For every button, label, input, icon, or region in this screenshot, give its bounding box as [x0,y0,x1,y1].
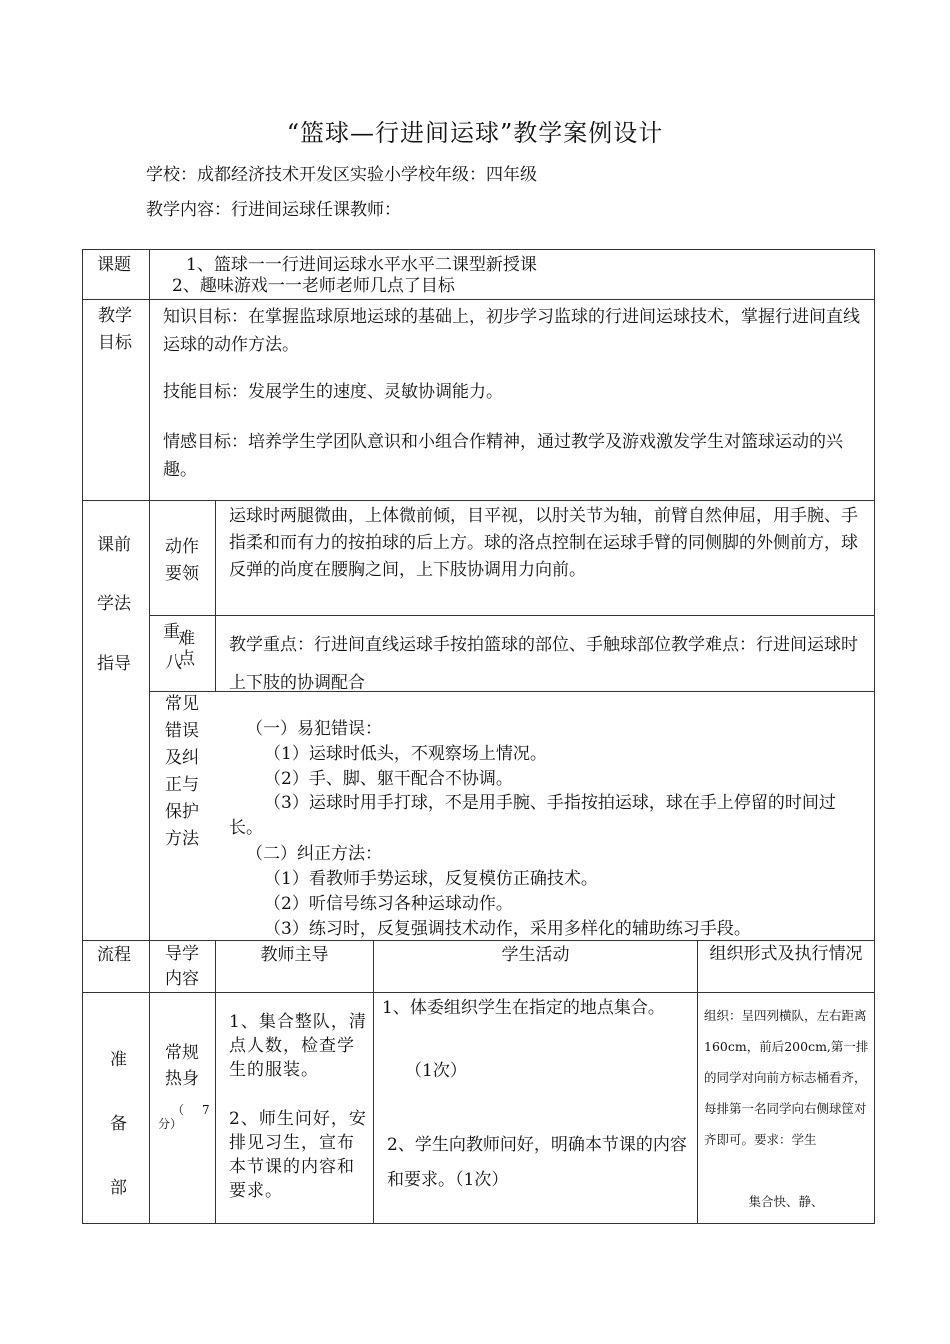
header-guide: 导学内容 [165,944,199,989]
errors-item: （2）手、脚、躯干配合不协调。 [264,769,513,789]
school-line: 学校：成都经济技术开发区实验小学校年级：四年级 [146,165,537,185]
content-line: 教学内容：行进间运球任课教师： [146,200,401,220]
emotion-goal: 情感目标：培养学生学团队意识和小组合作精神，通过教学及游戏激发学生对篮球运动的兴趣。 [163,432,843,480]
topic-line-2: 2、趣味游戏一一老师老师几点了目标 [172,276,455,296]
topic-line-1: 1、篮球一一行进间运球水平水平二课型新授课 [186,255,537,275]
prep-time-open: （ [172,1103,185,1117]
goals-label: 教学目标 [98,306,132,353]
key-text: 教学重点：行进间直线运球手按拍篮球的部位、手触球部位教学难点：行进间运球时上下肢的协调配合 [229,635,858,693]
knowledge-goal: 知识目标：在掌握监球原地运球的基础上，初步学习监球的行进间运球技术，掌握行进间直线运球的动作方法。 [163,307,860,355]
errors-item: （一）易犯错误： [246,719,382,739]
prep-teacher-1: 1、集合整队，清点人数，检查学生的服装。 [229,1012,367,1080]
action-text: 运球时两腿微曲，上体微前倾，目平视，以肘关节为轴，前臂自然伸屈，用手腕、手指柔和而有力的按拍球的后上方。球的洛点控制在运球手臂的同侧脚的外侧前方，球反弹的尚度在腰胸之间，上下肢协调用力向前。 [229,506,858,580]
errors-item: （1）看教师手势运球，反复模仿正确技术。 [264,869,598,889]
header-teacher: 教师主导 [260,945,329,965]
prep-student-1-count: （1次） [405,1061,467,1081]
topic-label: 课题 [97,255,131,275]
errors-item: （3）运球时用手打球，不是用手腕、手指按拍运球，球在手上停留的时间过长。 [229,793,836,838]
skill-goal: 技能目标：发展学生的速度、灵敏协调能力。 [163,382,503,402]
errors-item: （二）纠正方法： [246,844,382,864]
header-flow: 流程 [97,945,131,965]
key-label-a: 重 [163,622,180,642]
prep-org-last: 集合快、静、 [748,1194,824,1209]
action-label: 动作要领 [165,537,199,584]
prep-label-2: 备 [110,1114,127,1134]
page-title: “篮球—行进间运球”教学案例设计 [286,119,664,147]
prep-student-1: 1、体委组织学生在指定的地点集合。 [382,998,665,1018]
prep-label-3: 部 [110,1178,127,1198]
guide-label-3: 指导 [97,654,131,674]
prep-org-text: 组织：呈四列横队，左右距离160cm，前后200cm,第一排的同学对向前方标志桶看齐，每排第一名同学向右侧球筐对齐即可。要求：学生 [704,1008,869,1147]
key-label-b: 难 [178,629,195,649]
errors-item: （3）练习时，反复强调技术动作，采用多样化的辅助练习手段。 [264,919,751,939]
prep-student-2: 2、学生向教师问好，明确本节课的内容和要求。（1次） [387,1135,687,1190]
prep-time-num: 7 [202,1103,210,1117]
header-org: 组织形式及执行情况 [709,944,863,964]
errors-label: 常见错误及纠正与保护方法 [165,694,199,849]
errors-item: （2）听信号练习各种运球动作。 [264,894,513,914]
errors-item: （1）运球时低头，不观察场上情况。 [264,744,547,764]
prep-time-close: 分） [158,1117,183,1131]
key-label-d: 八 [165,653,182,673]
prep-label-1: 准 [110,1050,127,1070]
header-student: 学生活动 [501,945,570,965]
key-label-c: 点 [178,649,195,669]
guide-label-1: 课前 [97,535,131,555]
prep-teacher-2: 2、师生问好，安排见习生，宣布本节课的内容和要求。 [229,1109,367,1201]
prep-guide-label: 常规热身 [165,1043,199,1089]
guide-label-2: 学法 [97,594,131,614]
